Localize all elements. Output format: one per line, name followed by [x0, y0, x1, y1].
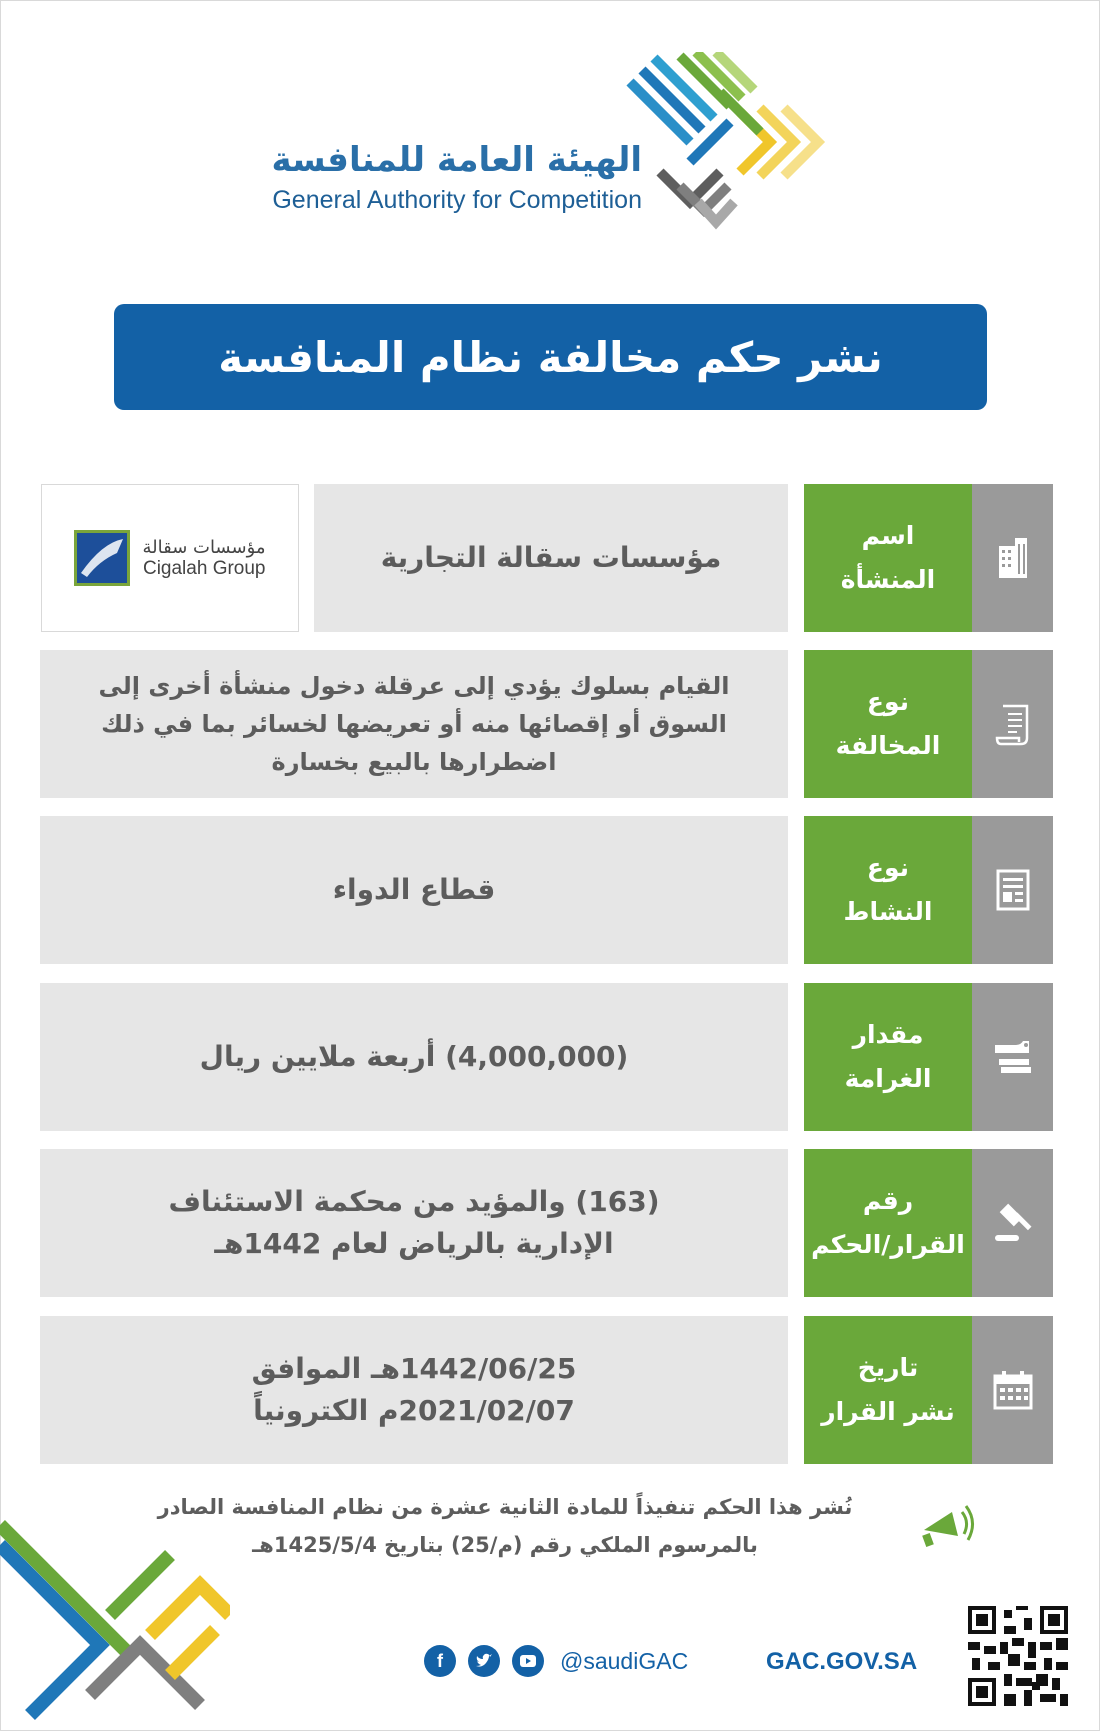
youtube-icon[interactable] [512, 1645, 544, 1677]
row-fine-amount [40, 983, 1053, 1131]
megaphone-icon [918, 1500, 976, 1550]
page-title: نشر حكم مخالفة نظام المنافسة [218, 332, 883, 382]
social-links [424, 1645, 688, 1677]
cigalah-logo-mark [74, 530, 130, 586]
label-cell [804, 484, 972, 632]
label-cell [804, 1149, 972, 1297]
label-cell [804, 1316, 972, 1464]
label-cell [804, 983, 972, 1131]
money-hand-icon [972, 983, 1053, 1131]
value-cell [40, 650, 788, 798]
value-cell [40, 816, 788, 964]
value-cell [40, 983, 788, 1131]
company-logo-english: Cigalah Group [142, 557, 266, 579]
website-link[interactable]: GAC.GOV.SA [766, 1648, 918, 1675]
logo-english-name: General Authority for Competition [272, 186, 642, 214]
row-publication-date [40, 1316, 1053, 1464]
company-logo [41, 484, 299, 632]
row-value: مؤسسات سقالة التجارية [380, 541, 722, 574]
facebook-icon[interactable]: f [424, 1645, 456, 1677]
row-value: قطاع الدواء [332, 873, 496, 906]
gac-logo-text [271, 140, 642, 215]
building-icon [972, 484, 1053, 632]
logo-arabic-name: الهيئة العامة للمنافسة [271, 140, 642, 180]
qr-code [968, 1606, 1068, 1706]
footnote-text: نُشر هذا الحكم تنفيذاً للمادة الثانية عشرة من نظام المنافسة الصادر بالمرسوم الملكي رقم (م/25) بتاريخ 1425/5/4هـ [157, 1495, 853, 1557]
row-label: رقم القرار/الحكم [811, 1186, 965, 1259]
row-activity-type [40, 816, 1053, 964]
row-value: (4,000,000) أربعة ملايين ريال [199, 1040, 629, 1073]
row-value: (163) والمؤيد من محكمة الاستئناف الإدارية بالرياض لعام 1442هـ [168, 1185, 660, 1260]
row-label: نوع النشاط [843, 853, 933, 926]
row-label: مقدار الغرامة [844, 1020, 932, 1093]
company-logo-arabic: مؤسسات سقالة [142, 536, 266, 558]
title-banner [114, 304, 987, 410]
row-violation-type [40, 650, 1053, 798]
row-label: اسم المنشأة [840, 521, 936, 594]
row-label: نوع المخالفة [835, 687, 941, 760]
gac-logo-mark [620, 52, 842, 234]
label-cell [804, 816, 972, 964]
report-icon [972, 816, 1053, 964]
gavel-icon [972, 1149, 1053, 1297]
row-decision-number [40, 1149, 1053, 1297]
row-value: القيام بسلوك يؤدي إلى عرقلة دخول منشأة أخرى إلى السوق أو إقصائها منه أو تعريضها لخسائر بما في ذلك اضطرارها بالبيع بخسارة [98, 672, 730, 776]
document-icon [972, 650, 1053, 798]
row-label: تاريخ نشر القرار [821, 1353, 955, 1426]
row-value: 1442/06/25هـ الموافق 2021/02/07م الكترونياً [251, 1352, 577, 1427]
value-cell [40, 1149, 788, 1297]
decorative-stripes [0, 1515, 230, 1731]
value-cell [314, 484, 788, 632]
calendar-icon [972, 1316, 1053, 1464]
label-cell [804, 650, 972, 798]
value-cell [40, 1316, 788, 1464]
twitter-icon[interactable] [468, 1645, 500, 1677]
social-handle[interactable]: @saudiGAC [560, 1647, 689, 1674]
